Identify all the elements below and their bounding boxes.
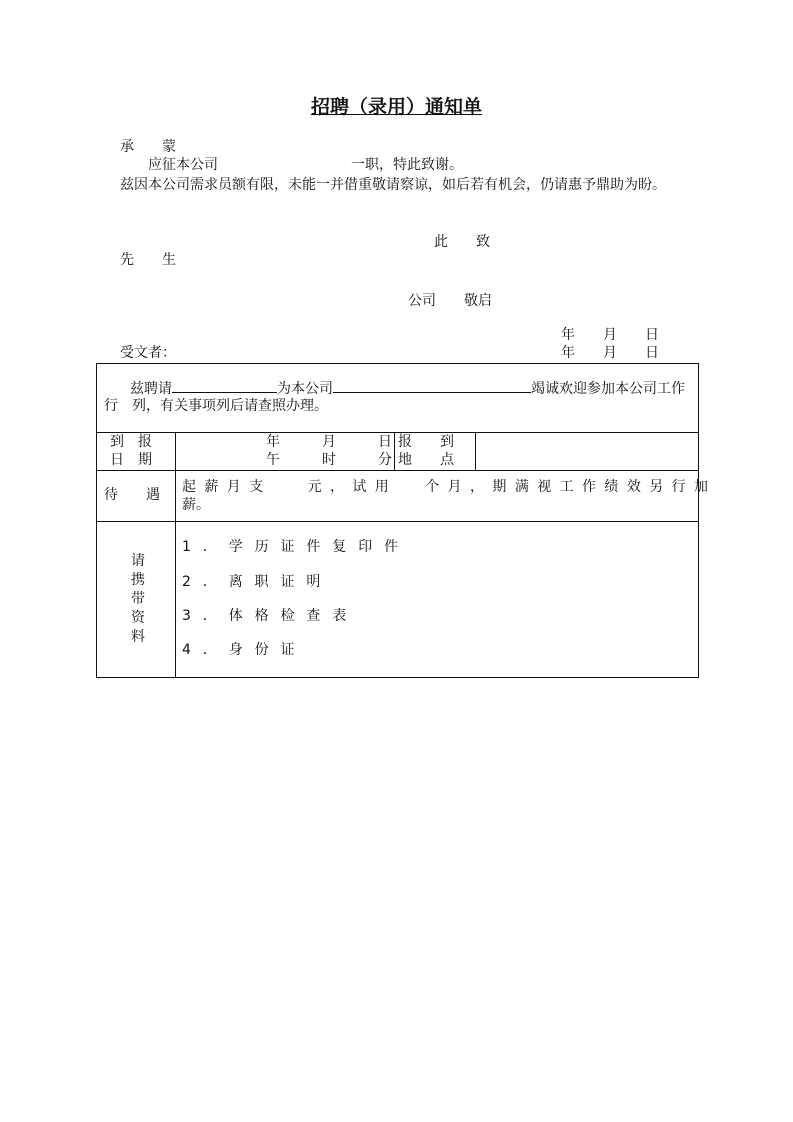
page-title: 招聘（录用）通知单 xyxy=(310,96,482,118)
closing-text: 此 致 xyxy=(434,234,490,250)
intro-text-c: 竭诚欢迎参加本公司工作 xyxy=(531,381,685,397)
table-row-divider xyxy=(96,432,699,433)
letter-date-1: 年 月 日 xyxy=(561,327,659,343)
materials-label-char: 带 xyxy=(131,591,145,607)
sender-signature: 公司 敬启 xyxy=(408,293,492,309)
materials-list-item: 2．离职证明 xyxy=(182,574,333,590)
name-blank xyxy=(172,380,277,393)
materials-label-char: 请 xyxy=(131,553,145,569)
letter-line-1-prefix: 应征本公司 xyxy=(148,157,218,173)
letter-line-1-suffix: 一职，特此致谢。 xyxy=(351,157,463,173)
table-column-divider xyxy=(475,432,476,471)
salutation: 承 蒙 xyxy=(120,139,176,155)
intro-text-a: 兹聘请 xyxy=(130,381,172,397)
table-border-top xyxy=(96,363,699,364)
intro-text-b: 为本公司 xyxy=(277,381,333,397)
materials-list-item: 4．身份证 xyxy=(182,642,307,658)
materials-label xyxy=(131,553,145,645)
materials-label-char: 料 xyxy=(131,629,145,645)
table-row-divider xyxy=(96,521,699,522)
report-date-row-2: 午 时 分 xyxy=(266,452,392,468)
report-place-label-1: 报 到 xyxy=(398,434,454,450)
salary-text-a: 起薪月支 xyxy=(182,479,272,495)
materials-list-item: 1．学历证件复印件 xyxy=(182,539,411,555)
intro-line-1 xyxy=(130,380,685,396)
materials-list-item: 3．体格检查表 xyxy=(182,608,359,624)
table-border-left xyxy=(96,363,97,678)
table-column-divider xyxy=(175,432,176,678)
materials-label-char: 携 xyxy=(131,572,145,588)
letter-line-2: 兹因本公司需求员额有限，未能一并借重敬请察谅，如后若有机会，仍请惠予鼎助为盼。 xyxy=(120,177,666,193)
salary-line-2: 薪。 xyxy=(182,497,210,513)
table-border-right xyxy=(698,363,699,678)
salary-line-1 xyxy=(182,480,716,494)
position-blank xyxy=(333,380,531,393)
table-column-divider xyxy=(394,432,395,471)
report-place-label-2: 地 点 xyxy=(398,452,454,468)
recipient-label: 受文者： xyxy=(120,345,176,361)
report-date-row-1: 年 月 日 xyxy=(266,434,392,450)
addressee: 先 生 xyxy=(120,252,176,268)
salary-text-c: 个月，期满视工作绩效另行加 xyxy=(425,479,717,495)
salary-label: 待 遇 xyxy=(104,487,160,503)
intro-line-2: 行 列，有关事项列后请查照办理。 xyxy=(104,398,328,414)
table-row-divider xyxy=(96,470,699,471)
salary-text-b: 元，试用 xyxy=(307,479,398,495)
report-date-label-2: 日 期 xyxy=(110,452,152,468)
letter-line-1 xyxy=(148,158,463,172)
letter-date-2: 年 月 日 xyxy=(561,345,659,361)
materials-label-char: 资 xyxy=(131,610,145,626)
report-date-label-1: 到 报 xyxy=(110,434,152,450)
table-border-bottom xyxy=(96,677,699,678)
